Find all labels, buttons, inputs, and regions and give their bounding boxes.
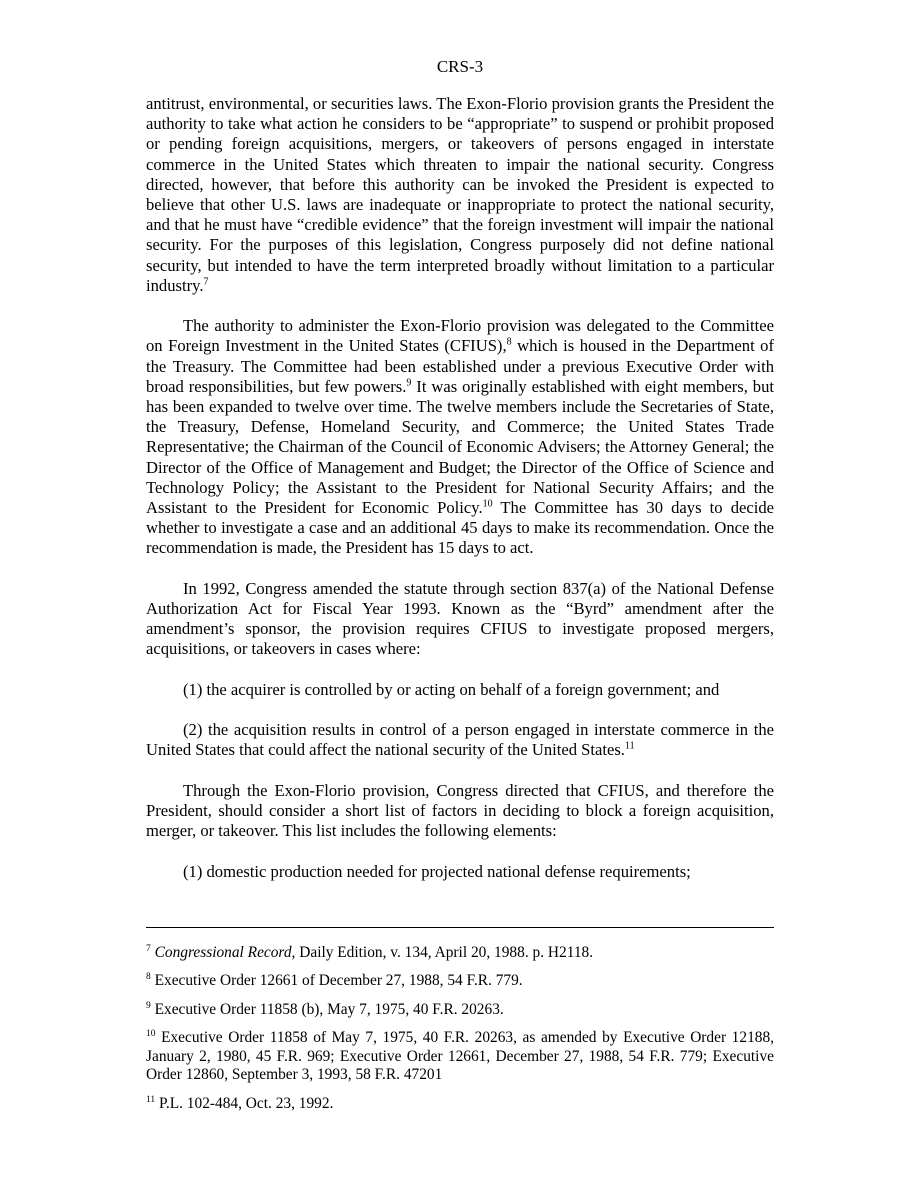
list-item-acquisition (146, 720, 774, 760)
footnote-ref-7[interactable]: 7 (203, 276, 209, 288)
footnote-number: 7 (146, 943, 151, 954)
footnote-ref-8[interactable]: 8 (506, 336, 512, 348)
footnote-text: Executive Order 11858 (b), May 7, 1975, 40 F.R. 20263. (150, 1000, 504, 1018)
footnote-9 (146, 1001, 774, 1019)
body-text (146, 94, 774, 902)
footnote-text: P.L. 102-484, Oct. 23, 1992. (155, 1094, 334, 1112)
footnote-number: 8 (146, 972, 151, 983)
paragraph-1-text: antitrust, environmental, or securities laws. The Exon-Florio provision grants the President the authority to take what action he considers to be “appropriate” to suspend or prohibit proposed or pending foreign acquisitions, mergers, or takeovers of persons engaged in interstate commerce in the United States which threaten to impair the national security. Congress directed, however, that before this authority can be invoked the President is expected to believe that other U.S. laws are inadequate or inappropriate to protect the national security, and that he must have “credible evidence” that the foreign investment will impair the national security. For the purposes of this legislation, Congress purposely did not define national security, but intended to have the term interpreted broadly without limitation to a particular industry. (146, 94, 774, 295)
footnote-italic-title: Congressional Record (154, 944, 292, 961)
footnotes (146, 944, 774, 1123)
list-item-acquirer: (1) the acquirer is controlled by or acting on behalf of a foreign government; and (183, 679, 720, 699)
paragraph-2 (146, 316, 774, 558)
footnote-number: 9 (146, 1000, 151, 1011)
footnote-8 (146, 972, 774, 990)
paragraph-2-part-4: The Committee has 30 days to decide whether to investigate a case and an additional 45 days to make its recommendation. Once the recommendation is made, the President has 15 days to act. (146, 498, 774, 558)
footnote-11 (146, 1095, 774, 1113)
footnote-text: Executive Order 12661 of December 27, 1988, 54 F.R. 779. (150, 972, 523, 990)
footnote-divider (146, 927, 774, 928)
footnote-ref-11[interactable]: 11 (624, 740, 635, 752)
list-item-acquisition-text: (2) the acquisition results in control of a person engaged in interstate commerce in the United States that could affect the national security of the United States. (146, 720, 774, 760)
footnote-10 (146, 1029, 774, 1084)
paragraph-1 (146, 94, 774, 296)
footnote-number: 10 (146, 1029, 156, 1040)
footnote-ref-9[interactable]: 9 (406, 377, 412, 389)
paragraph-3: In 1992, Congress amended the statute through section 837(a) of the National Defense Authorization Act for Fiscal Year 1993. Known as the “Byrd” amendment after the amendment’s sponsor, the provision requires CFIUS to investigate proposed mergers, acquisitions, or takeovers in cases where: (146, 578, 774, 659)
footnote-number: 11 (146, 1094, 156, 1105)
footnote-7 (146, 944, 774, 962)
paragraph-2-part-2: which is housed in the Department of the Treasury. The Committee had been established under a previous Executive Order with broad responsibilities, but few powers. (146, 336, 775, 396)
paragraph-2-part-1: The authority to administer the Exon-Florio provision was delegated to the Committee on Foreign Investment in the United States (CFIUS), (146, 316, 774, 356)
footnote-text: , Daily Edition, v. 134, April 20, 1988. p. H2118. (291, 944, 594, 961)
page-header: CRS-3 (436, 57, 484, 76)
paragraph-6: Through the Exon-Florio provision, Congress directed that CFIUS, and therefore the President, should consider a short list of factors in deciding to block a foreign acquisition, merger, or takeover. This list includes the following elements: (146, 780, 774, 841)
footnote-text: Executive Order 11858 of May 7, 1975, 40 F.R. 20263, as amended by Executive Order 12188, January 2, 1980, 45 F.R. 969; Executive Order 12661, December 27, 1988, 54 F.R. 779; Executive Order 12860, September 3, 1993, 58 F.R. 47201 (146, 1029, 774, 1084)
footnote-ref-10[interactable]: 10 (482, 498, 493, 510)
list-item-domestic-production: (1) domestic production needed for projected national defense requirements; (183, 861, 691, 881)
paragraph-2-part-3: It was originally established with eight members, but has been expanded to twelve over time. The twelve members include the Secretaries of State, the Treasury, Defense, Homeland Security, and Commerce; the United States Trade Representative; the Chairman of the Council of Economic Advisers; the Attorney General; the Director of the Office of Management and Budget; the Director of the Office of Science and Technology Policy; the Assistant to the President for National Security Affairs; and the Assistant to the President for Economic Policy. (146, 376, 774, 518)
